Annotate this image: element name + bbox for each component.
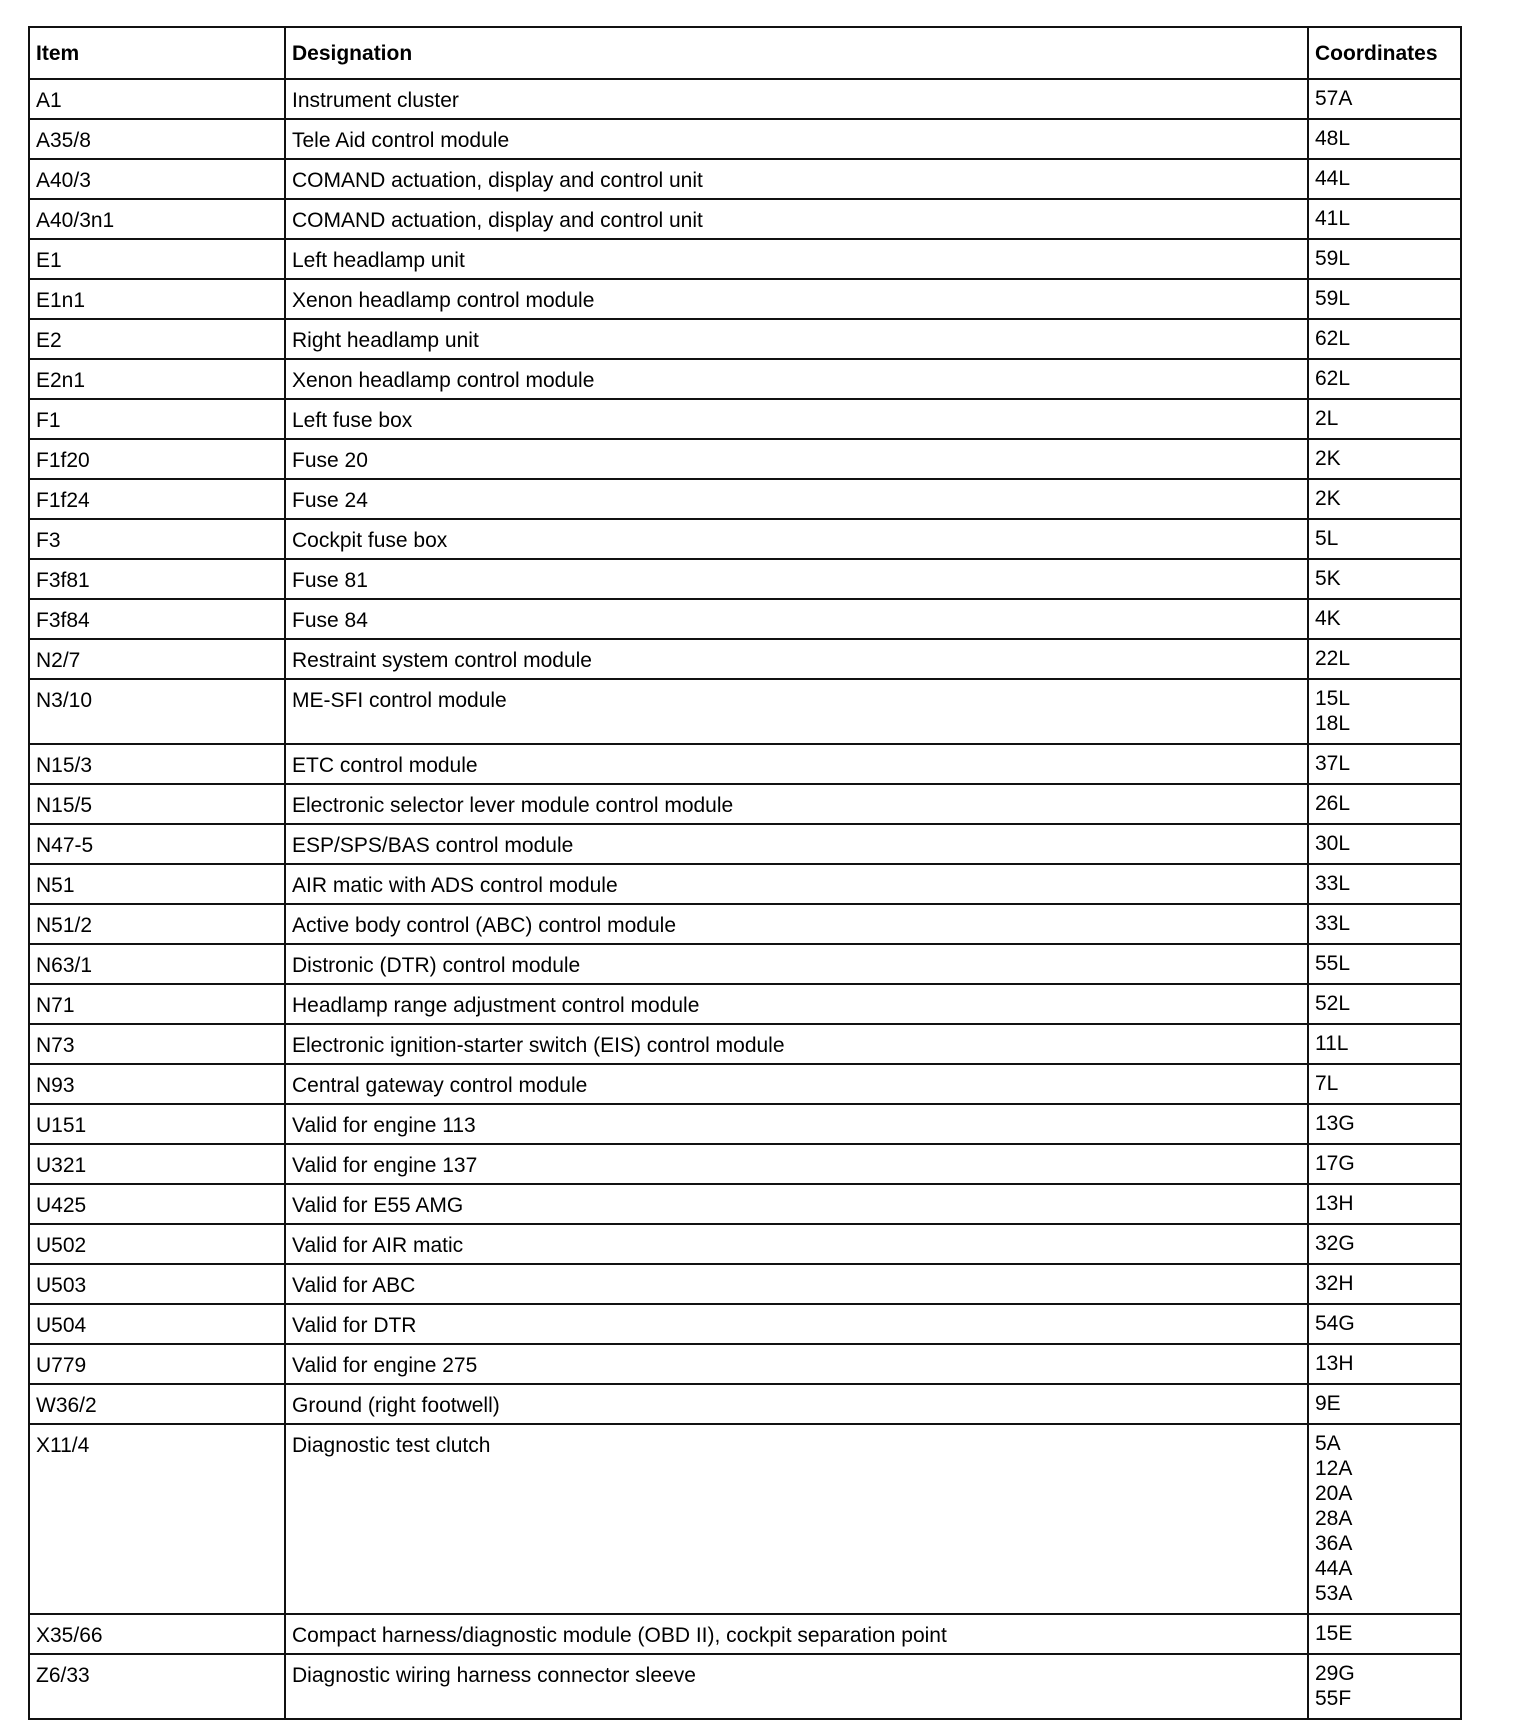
item-cell: N2/7 (29, 639, 285, 679)
designation-cell: COMAND actuation, display and control unit (285, 199, 1308, 239)
item-cell: F1f24 (29, 479, 285, 519)
coordinates-cell (1308, 1064, 1461, 1104)
table-row (29, 679, 1461, 744)
table-row (29, 1024, 1461, 1064)
coordinates-cell (1308, 944, 1461, 984)
designation-cell: AIR matic with ADS control module (285, 864, 1308, 904)
designation-cell: Fuse 24 (285, 479, 1308, 519)
coordinates-cell (1308, 319, 1461, 359)
coordinate-value: 57A (1315, 87, 1353, 110)
coordinates-cell (1308, 679, 1461, 744)
coordinates-cell (1308, 559, 1461, 599)
item-cell: A40/3n1 (29, 199, 285, 239)
coordinates-cell (1308, 784, 1461, 824)
designation-cell: Tele Aid control module (285, 119, 1308, 159)
item-cell: N47-5 (29, 824, 285, 864)
table-row (29, 744, 1461, 784)
coordinate-value: 5L (1315, 527, 1339, 550)
item-cell: A40/3 (29, 159, 285, 199)
designation-cell: Xenon headlamp control module (285, 359, 1308, 399)
table-row (29, 519, 1461, 559)
coordinate-value: 2L (1315, 407, 1339, 430)
header-row (29, 27, 1461, 79)
coordinate-value: 59L (1315, 287, 1351, 310)
designation-cell: Fuse 84 (285, 599, 1308, 639)
designation-cell: Restraint system control module (285, 639, 1308, 679)
coordinates-cell (1308, 1224, 1461, 1264)
item-cell: X35/66 (29, 1614, 285, 1654)
table-row (29, 159, 1461, 199)
designation-cell: Active body control (ABC) control module (285, 904, 1308, 944)
coordinate-value: 55L (1315, 952, 1351, 975)
header-designation: Designation (285, 27, 1308, 79)
coordinates-cell (1308, 239, 1461, 279)
coordinates-cell (1308, 1344, 1461, 1384)
coordinates-cell (1308, 279, 1461, 319)
item-cell: A35/8 (29, 119, 285, 159)
item-cell: F3 (29, 519, 285, 559)
coordinate-value: 15L (1315, 687, 1351, 710)
item-cell: N3/10 (29, 679, 285, 744)
coordinate-value: 12A (1315, 1457, 1353, 1480)
table-row (29, 1184, 1461, 1224)
coordinates-cell (1308, 1654, 1461, 1719)
table-body (29, 79, 1461, 1719)
coordinates-cell (1308, 119, 1461, 159)
item-cell: F3f84 (29, 599, 285, 639)
designation-cell: ME-SFI control module (285, 679, 1308, 744)
coordinate-value: 9E (1315, 1392, 1341, 1415)
table-row (29, 904, 1461, 944)
coordinates-cell (1308, 519, 1461, 559)
item-cell: W36/2 (29, 1384, 285, 1424)
item-cell: N15/5 (29, 784, 285, 824)
table-row (29, 1344, 1461, 1384)
coordinates-cell (1308, 159, 1461, 199)
designation-cell: Ground (right footwell) (285, 1384, 1308, 1424)
coordinates-cell (1308, 824, 1461, 864)
table-row (29, 784, 1461, 824)
component-legend-table (28, 26, 1462, 1720)
coordinates-cell (1308, 1024, 1461, 1064)
designation-cell: Valid for engine 275 (285, 1344, 1308, 1384)
table-row (29, 1104, 1461, 1144)
designation-cell: Valid for engine 113 (285, 1104, 1308, 1144)
table-row (29, 319, 1461, 359)
table-row (29, 479, 1461, 519)
designation-cell: Distronic (DTR) control module (285, 944, 1308, 984)
coordinate-value: 5A (1315, 1432, 1341, 1455)
header-coordinates: Coordinates (1308, 27, 1461, 79)
item-cell: N63/1 (29, 944, 285, 984)
table-row (29, 599, 1461, 639)
coordinate-value: 44A (1315, 1557, 1353, 1580)
designation-cell: Headlamp range adjustment control module (285, 984, 1308, 1024)
item-cell: N73 (29, 1024, 285, 1064)
coordinate-value: 18L (1315, 712, 1351, 735)
coordinate-value: 59L (1315, 247, 1351, 270)
coordinate-value: 44L (1315, 167, 1351, 190)
item-cell: A1 (29, 79, 285, 119)
item-cell: U779 (29, 1344, 285, 1384)
item-cell: U425 (29, 1184, 285, 1224)
table-row (29, 279, 1461, 319)
coordinate-value: 53A (1315, 1582, 1353, 1605)
designation-cell: Valid for ABC (285, 1264, 1308, 1304)
item-cell: Z6/33 (29, 1654, 285, 1719)
designation-cell: Valid for DTR (285, 1304, 1308, 1344)
coordinates-cell (1308, 1304, 1461, 1344)
coordinate-value: 28A (1315, 1507, 1353, 1530)
item-cell: F1f20 (29, 439, 285, 479)
coordinate-value: 41L (1315, 207, 1351, 230)
table-row (29, 1264, 1461, 1304)
designation-cell: ESP/SPS/BAS control module (285, 824, 1308, 864)
table-row (29, 1384, 1461, 1424)
table-row (29, 984, 1461, 1024)
coordinates-cell (1308, 744, 1461, 784)
designation-cell: Fuse 81 (285, 559, 1308, 599)
coordinates-cell (1308, 864, 1461, 904)
coordinates-cell (1308, 639, 1461, 679)
table-row (29, 79, 1461, 119)
item-cell: X11/4 (29, 1424, 285, 1614)
designation-cell: Left headlamp unit (285, 239, 1308, 279)
item-cell: E1n1 (29, 279, 285, 319)
coordinates-cell (1308, 79, 1461, 119)
item-cell: U321 (29, 1144, 285, 1184)
coordinate-value: 13H (1315, 1352, 1354, 1375)
coordinate-value: 32H (1315, 1272, 1354, 1295)
table-row (29, 359, 1461, 399)
coordinates-cell (1308, 439, 1461, 479)
coordinate-value: 48L (1315, 127, 1351, 150)
item-cell: E2n1 (29, 359, 285, 399)
coordinates-cell (1308, 1144, 1461, 1184)
coordinates-cell (1308, 399, 1461, 439)
item-cell: U504 (29, 1304, 285, 1344)
designation-cell: Central gateway control module (285, 1064, 1308, 1104)
table-row (29, 199, 1461, 239)
item-cell: E2 (29, 319, 285, 359)
designation-cell: Diagnostic wiring harness connector sleeve (285, 1654, 1308, 1719)
item-cell: N51/2 (29, 904, 285, 944)
designation-cell: Instrument cluster (285, 79, 1308, 119)
coordinate-value: 13G (1315, 1112, 1355, 1135)
coordinate-value: 33L (1315, 912, 1351, 935)
designation-cell: Cockpit fuse box (285, 519, 1308, 559)
coordinate-value: 2K (1315, 447, 1341, 470)
coordinates-cell (1308, 1384, 1461, 1424)
coordinate-value: 62L (1315, 327, 1351, 350)
item-cell: N93 (29, 1064, 285, 1104)
table-row (29, 1064, 1461, 1104)
coordinate-value: 62L (1315, 367, 1351, 390)
item-cell: E1 (29, 239, 285, 279)
item-cell: U502 (29, 1224, 285, 1264)
coordinate-value: 7L (1315, 1072, 1339, 1095)
coordinates-cell (1308, 1264, 1461, 1304)
item-cell: U151 (29, 1104, 285, 1144)
item-cell: F3f81 (29, 559, 285, 599)
table-row (29, 824, 1461, 864)
coordinate-value: 32G (1315, 1232, 1355, 1255)
table-row (29, 864, 1461, 904)
designation-cell: Electronic ignition-starter switch (EIS) control module (285, 1024, 1308, 1064)
coordinate-value: 33L (1315, 872, 1351, 895)
designation-cell: Valid for engine 137 (285, 1144, 1308, 1184)
designation-cell: Left fuse box (285, 399, 1308, 439)
coordinates-cell (1308, 1104, 1461, 1144)
coordinate-value: 22L (1315, 647, 1351, 670)
coordinate-value: 37L (1315, 752, 1351, 775)
table-row (29, 1144, 1461, 1184)
header-item: Item (29, 27, 285, 79)
table-row (29, 1224, 1461, 1264)
designation-cell: ETC control module (285, 744, 1308, 784)
table-row (29, 399, 1461, 439)
table-row (29, 439, 1461, 479)
table-row (29, 1304, 1461, 1344)
designation-cell: Xenon headlamp control module (285, 279, 1308, 319)
designation-cell: Valid for AIR matic (285, 1224, 1308, 1264)
coordinates-cell (1308, 1424, 1461, 1614)
coordinates-cell (1308, 984, 1461, 1024)
coordinates-cell (1308, 199, 1461, 239)
coordinate-value: 52L (1315, 992, 1351, 1015)
table-row (29, 119, 1461, 159)
table-row (29, 559, 1461, 599)
item-cell: N51 (29, 864, 285, 904)
coordinate-value: 30L (1315, 832, 1351, 855)
designation-cell: Diagnostic test clutch (285, 1424, 1308, 1614)
table-row (29, 239, 1461, 279)
table-row (29, 944, 1461, 984)
designation-cell: COMAND actuation, display and control unit (285, 159, 1308, 199)
designation-cell: Fuse 20 (285, 439, 1308, 479)
coordinates-cell (1308, 1184, 1461, 1224)
coordinates-cell (1308, 479, 1461, 519)
coordinate-value: 15E (1315, 1622, 1353, 1645)
coordinate-value: 29G (1315, 1662, 1355, 1685)
item-cell: F1 (29, 399, 285, 439)
coordinates-cell (1308, 904, 1461, 944)
coordinate-value: 2K (1315, 487, 1341, 510)
coordinate-value: 20A (1315, 1482, 1353, 1505)
designation-cell: Valid for E55 AMG (285, 1184, 1308, 1224)
coordinate-value: 26L (1315, 792, 1351, 815)
coordinate-value: 36A (1315, 1532, 1353, 1555)
designation-cell: Electronic selector lever module control module (285, 784, 1308, 824)
table-header (29, 27, 1461, 79)
coordinates-cell (1308, 359, 1461, 399)
coordinate-value: 4K (1315, 607, 1341, 630)
coordinate-value: 55F (1315, 1687, 1352, 1710)
designation-cell: Compact harness/diagnostic module (OBD II), cockpit separation point (285, 1614, 1308, 1654)
item-cell: U503 (29, 1264, 285, 1304)
coordinate-value: 13H (1315, 1192, 1354, 1215)
item-cell: N71 (29, 984, 285, 1024)
coordinate-value: 5K (1315, 567, 1341, 590)
table-row (29, 1654, 1461, 1719)
item-cell: N15/3 (29, 744, 285, 784)
coordinate-value: 11L (1315, 1032, 1349, 1055)
designation-cell: Right headlamp unit (285, 319, 1308, 359)
table-row (29, 1614, 1461, 1654)
table-row (29, 1424, 1461, 1614)
coordinate-value: 54G (1315, 1312, 1355, 1335)
coordinates-cell (1308, 1614, 1461, 1654)
table-row (29, 639, 1461, 679)
coordinates-cell (1308, 599, 1461, 639)
coordinate-value: 17G (1315, 1152, 1355, 1175)
